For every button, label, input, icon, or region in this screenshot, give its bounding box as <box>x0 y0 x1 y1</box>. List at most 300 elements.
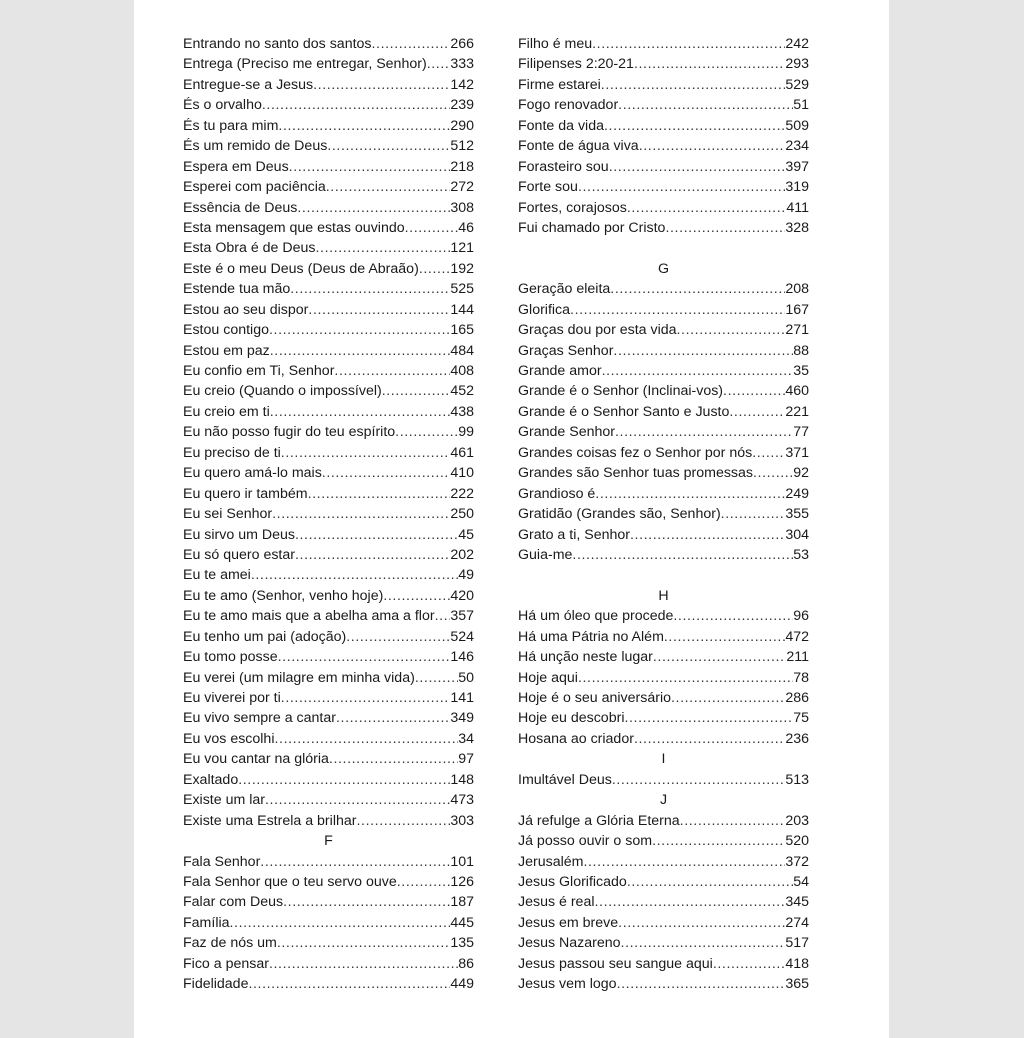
index-entry <box>183 606 474 626</box>
index-entry <box>183 974 474 994</box>
dot-leader <box>713 954 786 974</box>
index-entry <box>183 811 474 831</box>
entry-page-number: 349 <box>450 710 474 727</box>
index-entry <box>518 198 809 218</box>
entry-title: Exaltado <box>183 771 239 788</box>
entry-page-number: 410 <box>450 465 474 482</box>
dot-leader <box>665 218 785 238</box>
index-entry <box>518 463 809 483</box>
entry-page-number: 92 <box>793 465 809 482</box>
entry-title: Eu verei (um milagre em minha vida) <box>183 669 415 686</box>
entry-page-number: 303 <box>450 812 474 829</box>
index-entry <box>183 361 474 381</box>
entry-title: Forte sou <box>518 179 578 196</box>
entry-title: Espera em Deus <box>183 158 289 175</box>
index-entry <box>183 238 474 258</box>
dot-leader <box>395 422 458 442</box>
dot-leader <box>680 811 786 831</box>
entry-page-number: 513 <box>785 771 809 788</box>
dot-leader <box>326 177 451 197</box>
entry-page-number: 148 <box>450 771 474 788</box>
index-entry <box>518 136 809 156</box>
entry-page-number: 86 <box>458 955 474 972</box>
entry-title: Fala Senhor <box>183 853 261 870</box>
index-entry <box>518 177 809 197</box>
entry-title: Há um óleo que procede <box>518 608 674 625</box>
entry-title: Entregue-se a Jesus <box>183 76 314 93</box>
dot-leader <box>621 933 786 953</box>
entry-title: Jesus passou seu sangue aqui <box>518 955 713 972</box>
entry-page-number: 304 <box>785 526 809 543</box>
entry-page-number: 239 <box>450 97 474 114</box>
entry-title: Eu creio em ti <box>183 403 270 420</box>
index-entry <box>518 831 809 851</box>
entry-page-number: 333 <box>450 56 474 73</box>
entry-title: Fui chamado por Cristo <box>518 219 666 236</box>
dot-leader <box>334 361 450 381</box>
index-entry <box>183 157 474 177</box>
dot-leader <box>313 75 450 95</box>
entry-page-number: 236 <box>785 730 809 747</box>
entry-title: Eu tomo posse <box>183 649 278 666</box>
index-entry <box>518 157 809 177</box>
index-column-right <box>518 34 809 995</box>
entry-title: Fortes, corajosos <box>518 199 627 216</box>
entry-page-number: 290 <box>450 117 474 134</box>
document-page <box>134 0 889 1038</box>
entry-title: Jesus Glorificado <box>518 873 627 890</box>
entry-page-number: 101 <box>450 853 474 870</box>
index-entry <box>183 790 474 810</box>
dot-leader <box>382 381 451 401</box>
entry-page-number: 135 <box>450 935 474 952</box>
entry-page-number: 35 <box>793 363 809 379</box>
entry-page-number: 524 <box>450 628 474 645</box>
dot-leader <box>260 852 450 872</box>
dot-leader <box>595 892 786 912</box>
dot-leader <box>336 708 450 728</box>
dot-leader <box>729 402 785 422</box>
index-entry <box>183 688 474 708</box>
dot-leader <box>578 668 793 688</box>
index-entry <box>183 913 474 933</box>
entry-page-number: 460 <box>785 383 809 400</box>
entry-title: Jesus Nazareno <box>518 935 621 952</box>
dot-leader <box>329 749 458 769</box>
entry-page-number: 418 <box>785 955 809 972</box>
entry-page-number: 54 <box>793 873 809 890</box>
index-entry <box>183 708 474 728</box>
section-letter-heading: I <box>661 751 666 768</box>
entry-title: És o orvalho <box>183 97 262 114</box>
index-entry <box>183 647 474 667</box>
dot-leader <box>634 54 785 74</box>
section-letter-heading: F <box>324 833 333 850</box>
entry-title: Esperei com paciência <box>183 179 326 196</box>
dot-leader <box>316 238 451 258</box>
entry-title: Eu sirvo um Deus <box>183 526 295 543</box>
dot-leader <box>583 852 785 872</box>
index-entry <box>183 852 474 872</box>
index-entry <box>183 198 474 218</box>
index-entry <box>518 116 809 136</box>
entry-page-number: 203 <box>785 812 809 829</box>
entry-title: Jesus vem logo <box>518 976 617 993</box>
entry-page-number: 75 <box>793 710 809 727</box>
entry-page-number: 126 <box>450 873 474 890</box>
entry-page-number: 271 <box>785 322 809 339</box>
dot-leader <box>308 300 450 320</box>
entry-title: Hoje aqui <box>518 669 578 686</box>
dot-leader <box>630 525 785 545</box>
dot-leader <box>609 157 786 177</box>
entry-title: Eu tenho um pai (adoção) <box>183 628 347 645</box>
dot-leader <box>283 892 450 912</box>
entry-title: Essência de Deus <box>183 199 298 216</box>
entry-title: Fogo renovador <box>518 97 619 114</box>
entry-title: Graças Senhor <box>518 342 614 359</box>
entry-title: Jesus é real <box>518 894 595 911</box>
entry-title: Fala Senhor que o teu servo ouve <box>183 873 397 890</box>
dot-leader <box>322 463 451 483</box>
entry-title: Hosana ao criador <box>518 730 634 747</box>
index-entry <box>518 688 809 708</box>
entry-title: Guia-me <box>518 546 573 563</box>
index-entry <box>183 627 474 647</box>
index-entry <box>183 954 474 974</box>
dot-leader <box>272 504 450 524</box>
entry-title: Entrega (Preciso me entregar, Senhor) <box>183 56 427 73</box>
index-entry <box>183 300 474 320</box>
entry-title: Fidelidade <box>183 976 249 993</box>
entry-page-number: 355 <box>785 506 809 523</box>
entry-page-number: 167 <box>785 301 809 318</box>
index-entry <box>518 300 809 320</box>
entry-page-number: 77 <box>793 424 809 441</box>
index-entry <box>183 525 474 545</box>
entry-page-number: 529 <box>785 76 809 93</box>
index-entry <box>518 852 809 872</box>
entry-page-number: 78 <box>793 669 809 686</box>
entry-title: Falar com Deus <box>183 894 284 911</box>
entry-title: Eu te amo mais que a abelha ama a flor <box>183 608 435 625</box>
index-entry <box>183 218 474 238</box>
index-entry <box>183 402 474 422</box>
entry-page-number: 49 <box>458 567 474 584</box>
dot-leader <box>295 525 458 545</box>
dot-leader <box>570 300 785 320</box>
dot-leader <box>723 381 785 401</box>
entry-page-number: 99 <box>458 424 474 441</box>
index-entry <box>183 259 474 279</box>
index-entry <box>518 422 809 442</box>
dot-leader <box>248 974 450 994</box>
entry-page-number: 308 <box>450 199 474 216</box>
entry-title: Grande é o Senhor Santo e Justo <box>518 403 730 420</box>
dot-leader <box>624 708 793 728</box>
entry-title: Grande Senhor <box>518 424 616 441</box>
entry-page-number: 472 <box>785 628 809 645</box>
dot-leader <box>601 75 786 95</box>
entry-title: Eu vou cantar na glória <box>183 751 329 768</box>
index-entry <box>183 95 474 115</box>
index-entry <box>518 525 809 545</box>
index-entry <box>183 75 474 95</box>
dot-leader <box>270 341 451 361</box>
entry-page-number: 484 <box>450 342 474 359</box>
dot-leader <box>238 770 450 790</box>
entry-page-number: 146 <box>450 649 474 666</box>
entry-page-number: 121 <box>450 240 474 257</box>
dot-leader <box>652 831 785 851</box>
index-entry <box>183 34 474 54</box>
entry-page-number: 365 <box>785 976 809 993</box>
entry-title: Jesus em breve <box>518 914 619 931</box>
entry-title: Há unção neste lugar <box>518 649 653 666</box>
entry-page-number: 345 <box>785 894 809 911</box>
dot-leader <box>617 974 786 994</box>
entry-title: Este é o meu Deus (Deus de Abraão) <box>183 260 419 277</box>
entry-title: Estende tua mão <box>183 281 291 298</box>
index-entry <box>518 933 809 953</box>
dot-leader <box>604 116 785 136</box>
dot-leader <box>753 463 793 483</box>
index-entry <box>183 116 474 136</box>
index-entry <box>183 892 474 912</box>
entry-title: Esta mensagem que estas ouvindo <box>183 219 405 236</box>
dot-leader <box>602 361 794 381</box>
entry-title: Eu vivo sempre a cantar <box>183 710 336 727</box>
dot-leader <box>383 586 450 606</box>
index-entry <box>518 708 809 728</box>
index-entry <box>183 443 474 463</box>
entry-title: Entrando no santo dos santos <box>183 36 372 52</box>
entry-title: Eu só quero estar <box>183 546 295 563</box>
entry-title: Grandioso é <box>518 485 596 502</box>
entry-page-number: 274 <box>785 914 809 931</box>
index-entry <box>518 402 809 422</box>
entry-page-number: 411 <box>786 199 809 216</box>
index-entry <box>518 770 809 790</box>
entry-page-number: 438 <box>450 403 474 420</box>
entry-title: Fico a pensar <box>183 955 269 972</box>
entry-title: Eu sei Senhor <box>183 506 273 523</box>
entry-page-number: 449 <box>450 976 474 993</box>
entry-page-number: 202 <box>450 546 474 563</box>
index-entry <box>518 811 809 831</box>
entry-page-number: 211 <box>786 649 809 666</box>
entry-page-number: 250 <box>450 506 474 523</box>
entry-page-number: 357 <box>450 608 474 625</box>
dot-leader <box>627 198 787 218</box>
entry-title: Já posso ouvir o som <box>518 833 653 850</box>
entry-page-number: 45 <box>458 526 474 543</box>
dot-leader <box>721 504 786 524</box>
entry-page-number: 319 <box>785 179 809 196</box>
index-entry <box>183 177 474 197</box>
dot-leader <box>595 484 785 504</box>
index-entry <box>183 54 474 74</box>
index-entry <box>183 463 474 483</box>
dot-leader <box>435 606 451 626</box>
dot-leader <box>297 198 450 218</box>
dot-leader <box>289 157 451 177</box>
entry-page-number: 208 <box>785 281 809 298</box>
index-entry <box>518 974 809 994</box>
index-entry <box>183 586 474 606</box>
entry-page-number: 293 <box>785 56 809 73</box>
entry-page-number: 53 <box>793 546 809 563</box>
entry-page-number: 242 <box>785 36 809 52</box>
dot-leader <box>405 218 459 238</box>
entry-title: Geração eleita <box>518 281 611 298</box>
entry-title: Forasteiro sou <box>518 158 609 175</box>
entry-title: Eu confio em Ti, Senhor <box>183 363 335 379</box>
entry-page-number: 420 <box>450 587 474 604</box>
entry-page-number: 397 <box>785 158 809 175</box>
dot-leader <box>278 647 451 667</box>
entry-page-number: 452 <box>450 383 474 400</box>
entry-title: Existe um lar <box>183 792 265 809</box>
index-entry <box>183 729 474 749</box>
index-entry <box>183 484 474 504</box>
index-entry <box>183 341 474 361</box>
section-letter-heading: H <box>658 587 669 604</box>
entry-page-number: 141 <box>450 690 474 706</box>
dot-leader <box>295 545 450 565</box>
index-entry <box>518 54 809 74</box>
entry-title: Eu creio (Quando o impossível) <box>183 383 382 400</box>
index-entry <box>518 729 809 749</box>
index-entry <box>183 565 474 585</box>
section-spacer <box>518 238 809 258</box>
dot-leader <box>269 954 458 974</box>
entry-page-number: 408 <box>450 363 474 379</box>
index-entry <box>518 545 809 565</box>
entry-page-number: 445 <box>450 914 474 931</box>
entry-title: Grato a ti, Senhor <box>518 526 630 543</box>
index-entry <box>518 75 809 95</box>
dot-leader <box>572 545 793 565</box>
entry-page-number: 50 <box>458 669 474 686</box>
entry-title: Filho é meu <box>518 36 593 52</box>
entry-title: Família <box>183 914 230 931</box>
entry-title: Jerusalém <box>518 853 584 870</box>
index-entry <box>518 872 809 892</box>
entry-page-number: 144 <box>450 301 474 318</box>
index-entry <box>518 341 809 361</box>
entry-page-number: 187 <box>450 894 474 911</box>
dot-leader <box>277 933 450 953</box>
index-entry <box>518 627 809 647</box>
entry-title: Firme estarei <box>518 76 601 93</box>
dot-leader <box>677 320 786 340</box>
index-entry <box>183 770 474 790</box>
dot-leader <box>618 913 785 933</box>
dot-leader <box>281 688 451 708</box>
entry-page-number: 371 <box>785 444 809 461</box>
dot-leader <box>372 34 451 54</box>
entry-page-number: 517 <box>785 935 809 952</box>
entry-page-number: 372 <box>785 853 809 870</box>
dot-leader <box>397 872 451 892</box>
entry-title: Fonte de água viva <box>518 138 639 155</box>
dot-leader <box>615 422 793 442</box>
dot-leader <box>356 811 450 831</box>
entry-title: Eu viverei por ti <box>183 690 281 706</box>
dot-leader <box>290 279 450 299</box>
dot-leader <box>639 136 786 156</box>
entry-page-number: 88 <box>793 342 809 359</box>
dot-leader <box>427 54 451 74</box>
dot-leader <box>270 402 451 422</box>
entry-page-number: 266 <box>450 36 474 52</box>
entry-title: Grandes são Senhor tuas promessas <box>518 465 754 482</box>
index-entry <box>518 279 809 299</box>
dot-leader <box>627 872 793 892</box>
entry-page-number: 221 <box>785 403 809 420</box>
entry-title: Estou ao seu dispor <box>183 301 309 318</box>
entry-title: Filipenses 2:20-21 <box>518 56 634 73</box>
entry-title: Eu preciso de ti <box>183 444 281 461</box>
index-entry <box>183 136 474 156</box>
section-letter-heading: J <box>659 792 668 809</box>
dot-leader <box>230 913 451 933</box>
index-entry <box>183 668 474 688</box>
entry-page-number: 142 <box>450 76 474 93</box>
entry-title: Há uma Pátria no Além <box>518 628 664 645</box>
dot-leader <box>269 320 450 340</box>
index-entry <box>183 872 474 892</box>
entry-page-number: 46 <box>458 219 474 236</box>
index-entry <box>518 954 809 974</box>
dot-leader <box>592 34 785 54</box>
entry-title: Existe uma Estrela a brilhar <box>183 812 357 829</box>
entry-title: És um remido de Deus <box>183 138 328 155</box>
index-entry <box>518 34 809 54</box>
entry-title: Eu vos escolhi <box>183 730 275 747</box>
entry-page-number: 234 <box>785 138 809 155</box>
entry-page-number: 97 <box>458 751 474 768</box>
entry-title: Grandes coisas fez o Senhor por nós <box>518 444 753 461</box>
dot-leader <box>281 443 451 463</box>
index-entry <box>518 381 809 401</box>
dot-leader <box>251 565 458 585</box>
index-entry <box>183 381 474 401</box>
entry-page-number: 461 <box>450 444 474 461</box>
index-entry <box>518 95 809 115</box>
dot-leader <box>346 627 450 647</box>
entry-page-number: 34 <box>458 730 474 747</box>
index-entry <box>518 320 809 340</box>
entry-title: Glorifica <box>518 301 571 318</box>
index-entry <box>518 606 809 626</box>
dot-leader <box>327 136 450 156</box>
index-entry <box>183 545 474 565</box>
entry-page-number: 165 <box>450 322 474 339</box>
index-entry <box>183 320 474 340</box>
entry-page-number: 509 <box>785 117 809 134</box>
entry-page-number: 525 <box>450 281 474 298</box>
index-entry <box>518 504 809 524</box>
entry-page-number: 51 <box>793 97 809 114</box>
entry-title: Eu te amei <box>183 567 251 584</box>
entry-title: Estou em paz <box>183 342 270 359</box>
dot-leader <box>578 177 785 197</box>
entry-page-number: 272 <box>450 179 474 196</box>
entry-page-number: 218 <box>450 158 474 175</box>
entry-title: Graças dou por esta vida <box>518 322 677 339</box>
